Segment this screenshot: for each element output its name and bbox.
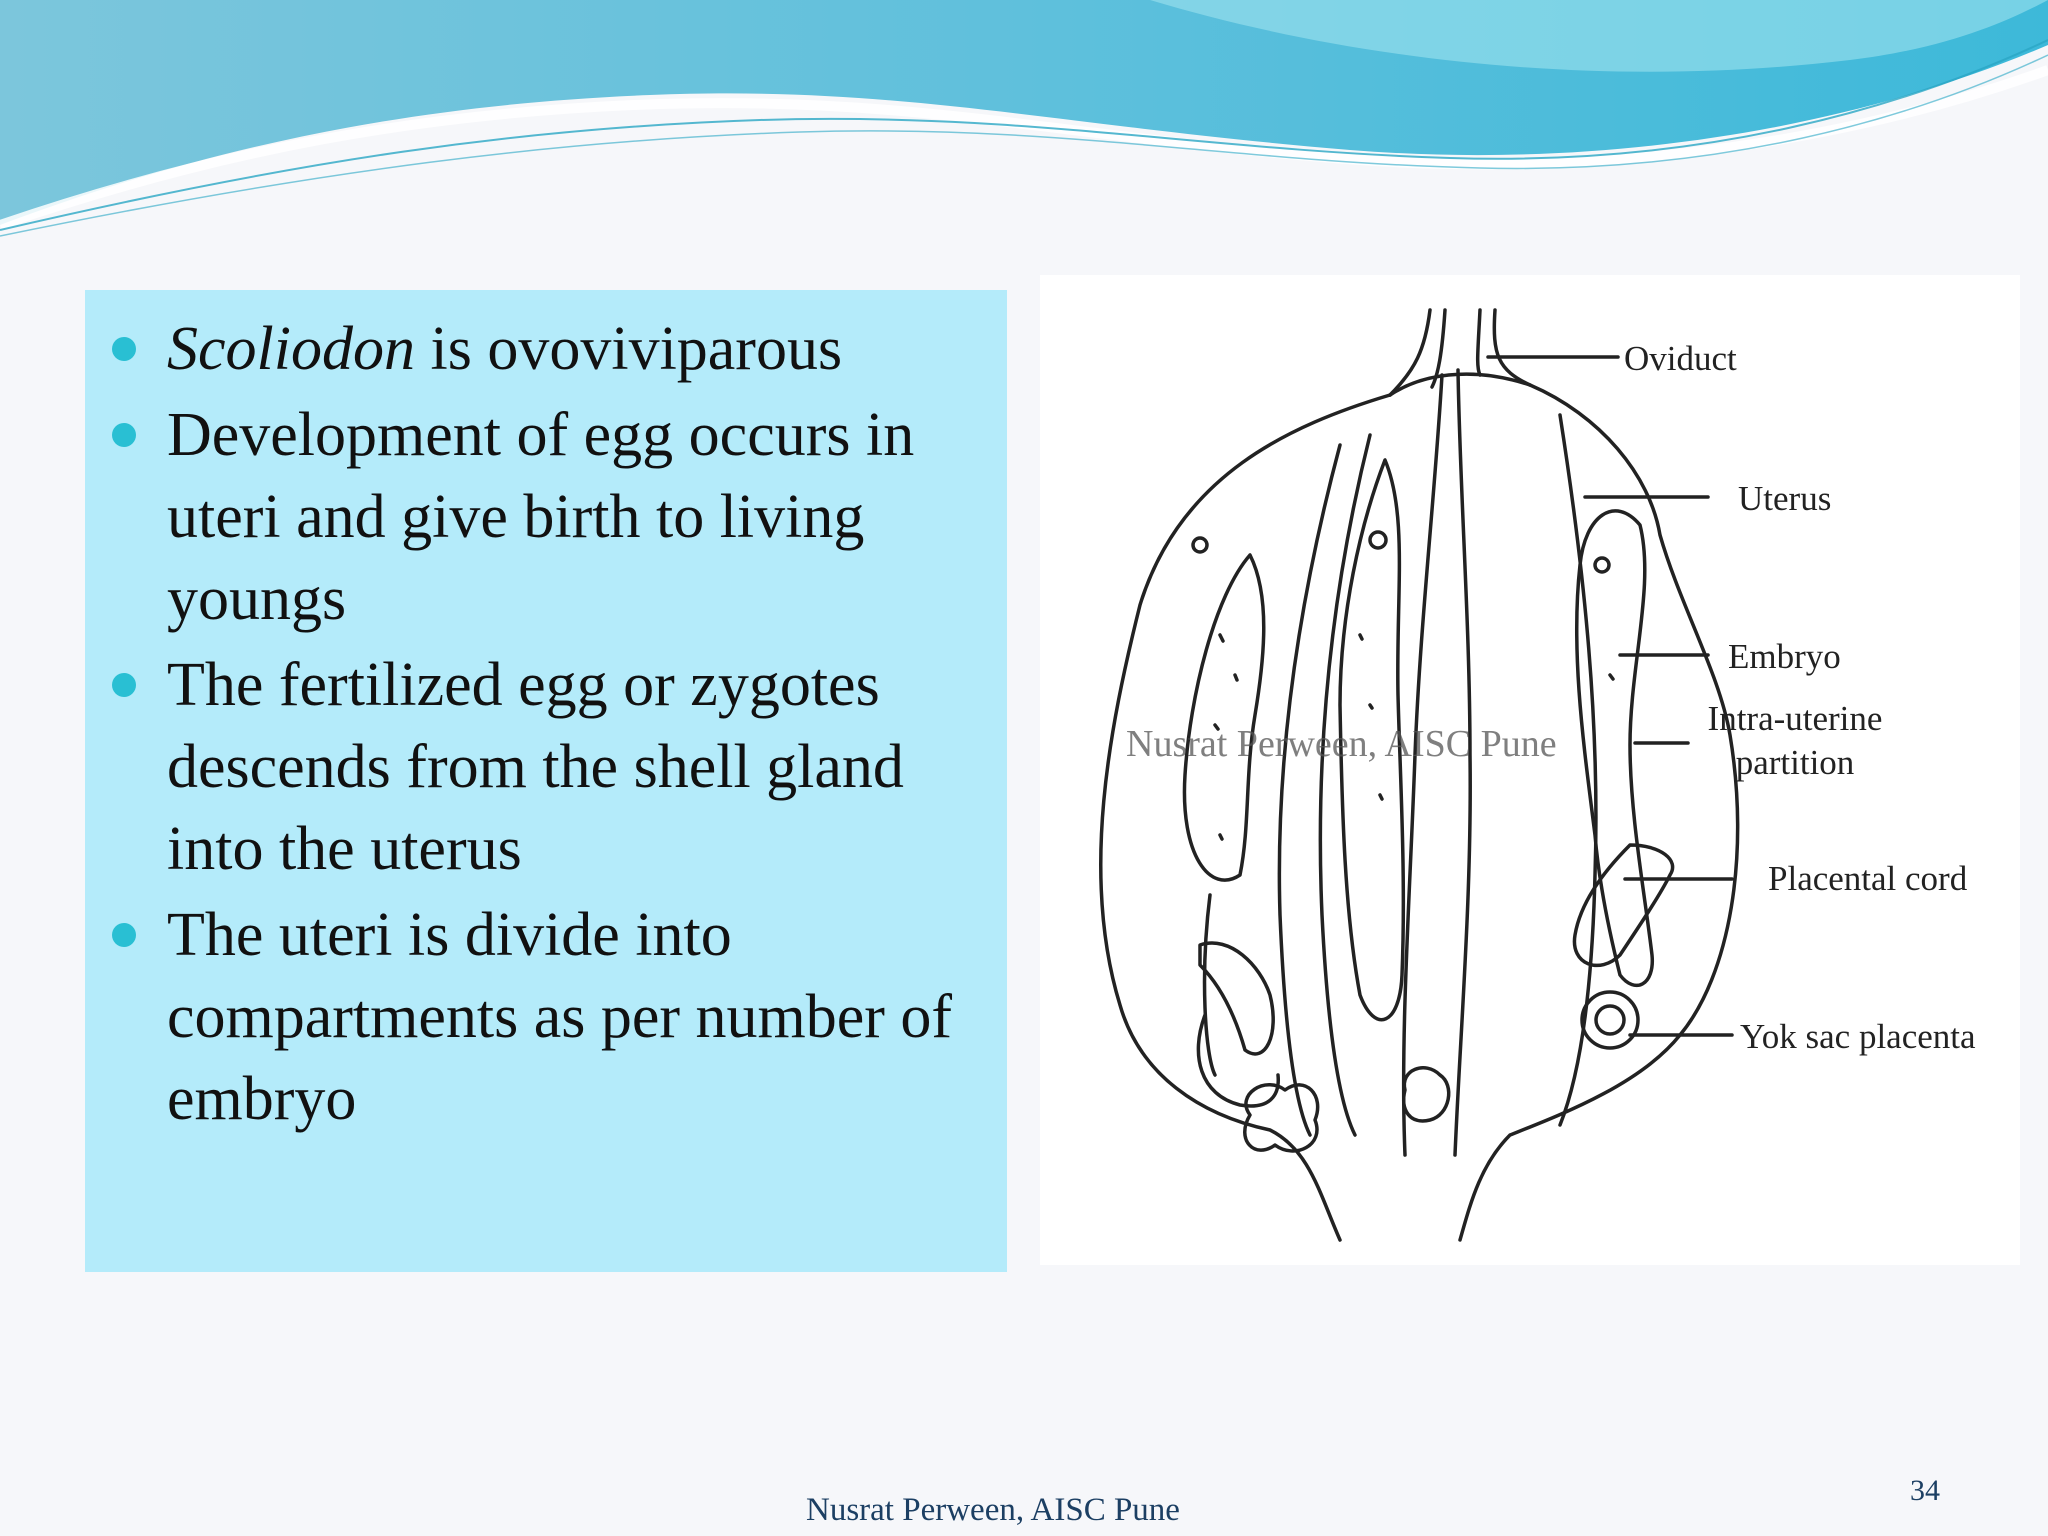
bullet-text: The fertilized egg or zygotes descends from the shell gland into the uterus <box>167 651 904 883</box>
bullet-list <box>85 308 987 1140</box>
bullet-item <box>85 308 987 390</box>
label-uterus: Uterus <box>1738 479 1832 518</box>
footer-author: Nusrat Perween, AISC Pune <box>806 1492 1180 1528</box>
bullet-text: The uteri is divide into compartments as per number of embryo <box>167 901 953 1133</box>
label-intra-uterine-partition <box>1690 697 1900 785</box>
bullet-lead-text: Scoliodon <box>167 315 415 383</box>
bullet-dot-icon <box>112 673 136 697</box>
bullet-item <box>85 394 987 640</box>
bullet-item <box>85 644 987 890</box>
bullet-dot-icon <box>112 337 136 361</box>
bullet-item <box>85 894 987 1140</box>
bullet-text: Development of egg occurs in uteri and give birth to living youngs <box>167 401 915 633</box>
uterus-diagram <box>1040 275 2020 1265</box>
label-partition-line1: Intra-uterine <box>1707 699 1883 738</box>
bullet-dot-icon <box>112 423 136 447</box>
bullet-text: is ovoviviparous <box>414 315 843 383</box>
label-yolk-sac-placenta: Yok sac placenta <box>1740 1017 1976 1056</box>
figure-watermark: Nusrat Perween, AISC Pune <box>1126 723 1557 765</box>
header-wave-decoration <box>0 0 2048 240</box>
bullet-dot-icon <box>112 923 136 947</box>
bullet-panel <box>85 290 1007 1272</box>
label-partition-line2: partition <box>1735 743 1855 782</box>
label-embryo: Embryo <box>1728 637 1841 676</box>
label-placental-cord: Placental cord <box>1768 859 1968 898</box>
label-oviduct: Oviduct <box>1624 339 1737 378</box>
slide-number: 34 <box>1910 1474 1940 1507</box>
